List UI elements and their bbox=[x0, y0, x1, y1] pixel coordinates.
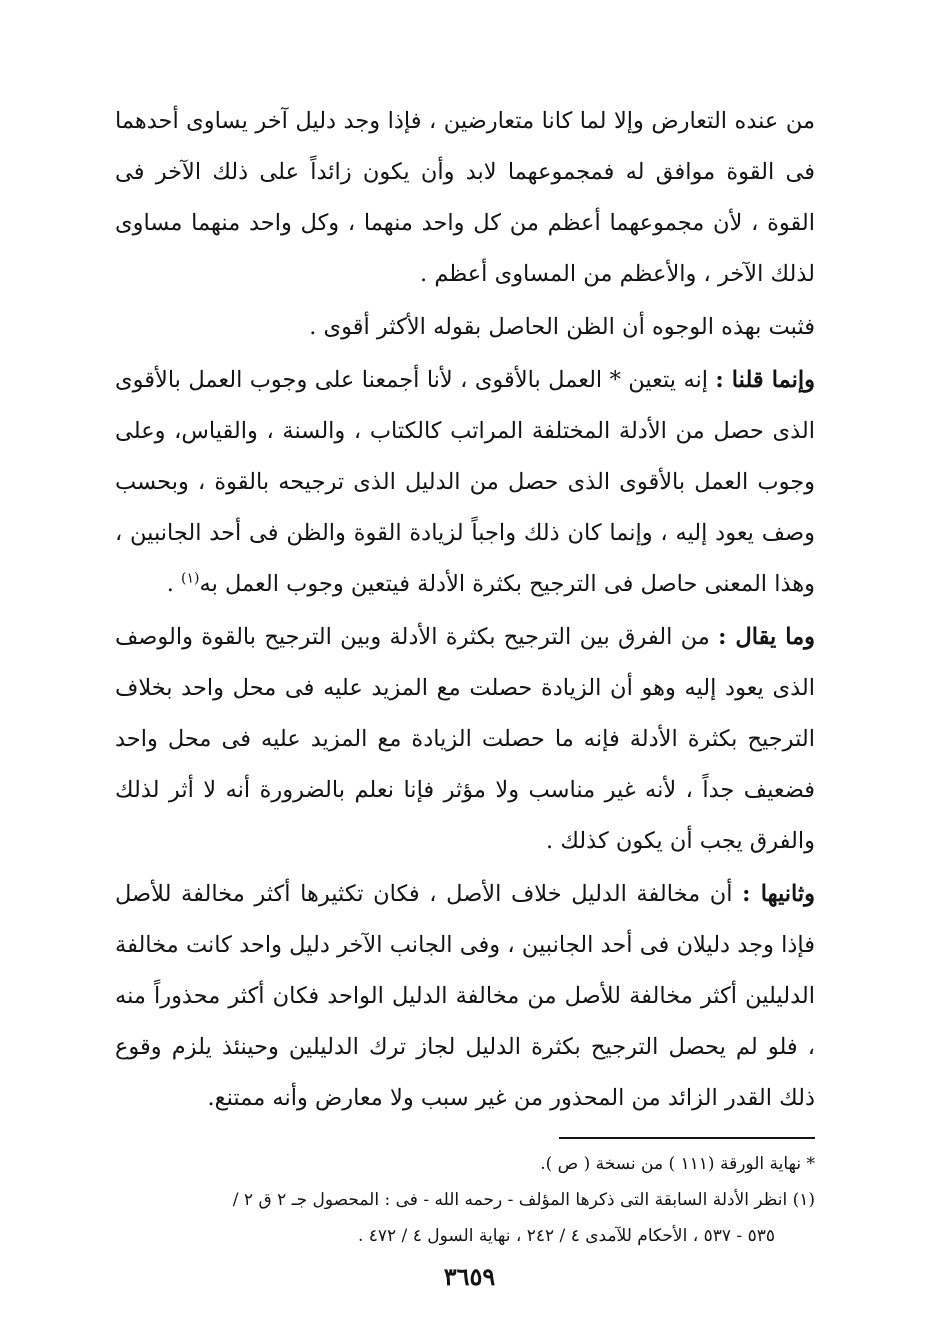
paragraph-2-text: فثبت بهذه الوجوه أن الظن الحاصل بقوله الأكثر أقوى . bbox=[309, 314, 815, 340]
page-body bbox=[115, 96, 815, 1124]
paragraph-1-text: من عنده التعارض وإلا لما كانا متعارضين ، فإذا وجد دليل آخر يساوى أحدهما فى القوة موافق له فمجموعهما لابد وأن يكون زائداً على ذلك الآخر فى القوة ، لأن مجموعهما أعظم من كل واحد منهما ، وكل واحد منهما مساوى لذلك الآخر ، والأعظم من المساوى أعظم . bbox=[115, 108, 815, 287]
paragraph-3-lead: وإنما قلنا : bbox=[715, 367, 815, 393]
footnote-ref-1: (١) bbox=[181, 570, 200, 587]
footnote-divider bbox=[559, 1137, 815, 1139]
paragraph-4-lead: وما يقال : bbox=[718, 624, 815, 650]
paragraph-3-text: إنه يتعين * العمل بالأقوى ، لأنا أجمعنا على وجوب العمل بالأقوى الذى حصل من الأدلة المختلفة المراتب كالكتاب ، والسنة ، والقياس، وعلى وجوب العمل بالأقوى الذى حصل من الدليل الذى ترجيحه بالقوة ، وبحسب وصف يعود إليه ، وإنما كان ذلك واجباً لزيادة القوة والظن فى أحد الجانبين ، وهذا المعنى حاصل فى الترجيح بكثرة الأدلة فيتعين وجوب العمل به bbox=[115, 367, 815, 597]
paragraph-2 bbox=[115, 302, 815, 353]
footnote-star: * نهاية الورقة (١١١ ) من نسخة ( ص ). bbox=[540, 1154, 815, 1174]
paragraph-5 bbox=[115, 869, 815, 1124]
page-number: ٣٦٥٩ bbox=[443, 1262, 496, 1291]
footnote-1-continuation: ٥٣٥ - ٥٣٧ ، الأحكام للآمدى ٤ / ٢٤٢ ، نهاية السول ٤ / ٤٧٢ . bbox=[357, 1226, 775, 1246]
paragraph-5-lead: وثانيها : bbox=[742, 881, 816, 907]
footnotes bbox=[115, 1146, 815, 1254]
paragraph-3-tail: . bbox=[166, 571, 182, 597]
paragraph-4 bbox=[115, 612, 815, 867]
footnote-1: (١) انظر الأدلة السابقة التى ذكرها المؤلف - رحمه الله - فى : المحصول جـ ٢ ق ٢ / bbox=[232, 1190, 815, 1210]
paragraph-5-text: أن مخالفة الدليل خلاف الأصل ، فكان تكثيرها أكثر مخالفة للأصل فإذا وجد دليلان فى أحد الجانبين ، وفى الجانب الآخر دليل واحد كانت مخالفة الدليلين أكثر مخالفة للأصل من مخالفة الدليل الواحد فكان أكثر محذوراً منه ، فلو لم يحصل الترجيح بكثرة الدليل لجاز ترك الدليلين وحينئذ يلزم وقوع ذلك القدر الزائد من المحذور من غير سبب ولا معارض وأنه ممتنع. bbox=[115, 881, 815, 1111]
paragraph-3 bbox=[115, 355, 815, 610]
paragraph-1 bbox=[115, 96, 815, 300]
paragraph-4-text: من الفرق بين الترجيح بكثرة الأدلة وبين الترجيح بالقوة والوصف الذى يعود إليه وهو أن الزيادة حصلت مع المزيد عليه فى محل واحد بخلاف الترجيح بكثرة الأدلة فإنه ما حصلت الزيادة مع المزيد عليه فى محل واحد فضعيف جداً ، لأنه غير مناسب ولا مؤثر فإنا نعلم بالضرورة أنه لا أثر لذلك والفرق يجب أن يكون كذلك . bbox=[115, 624, 815, 854]
